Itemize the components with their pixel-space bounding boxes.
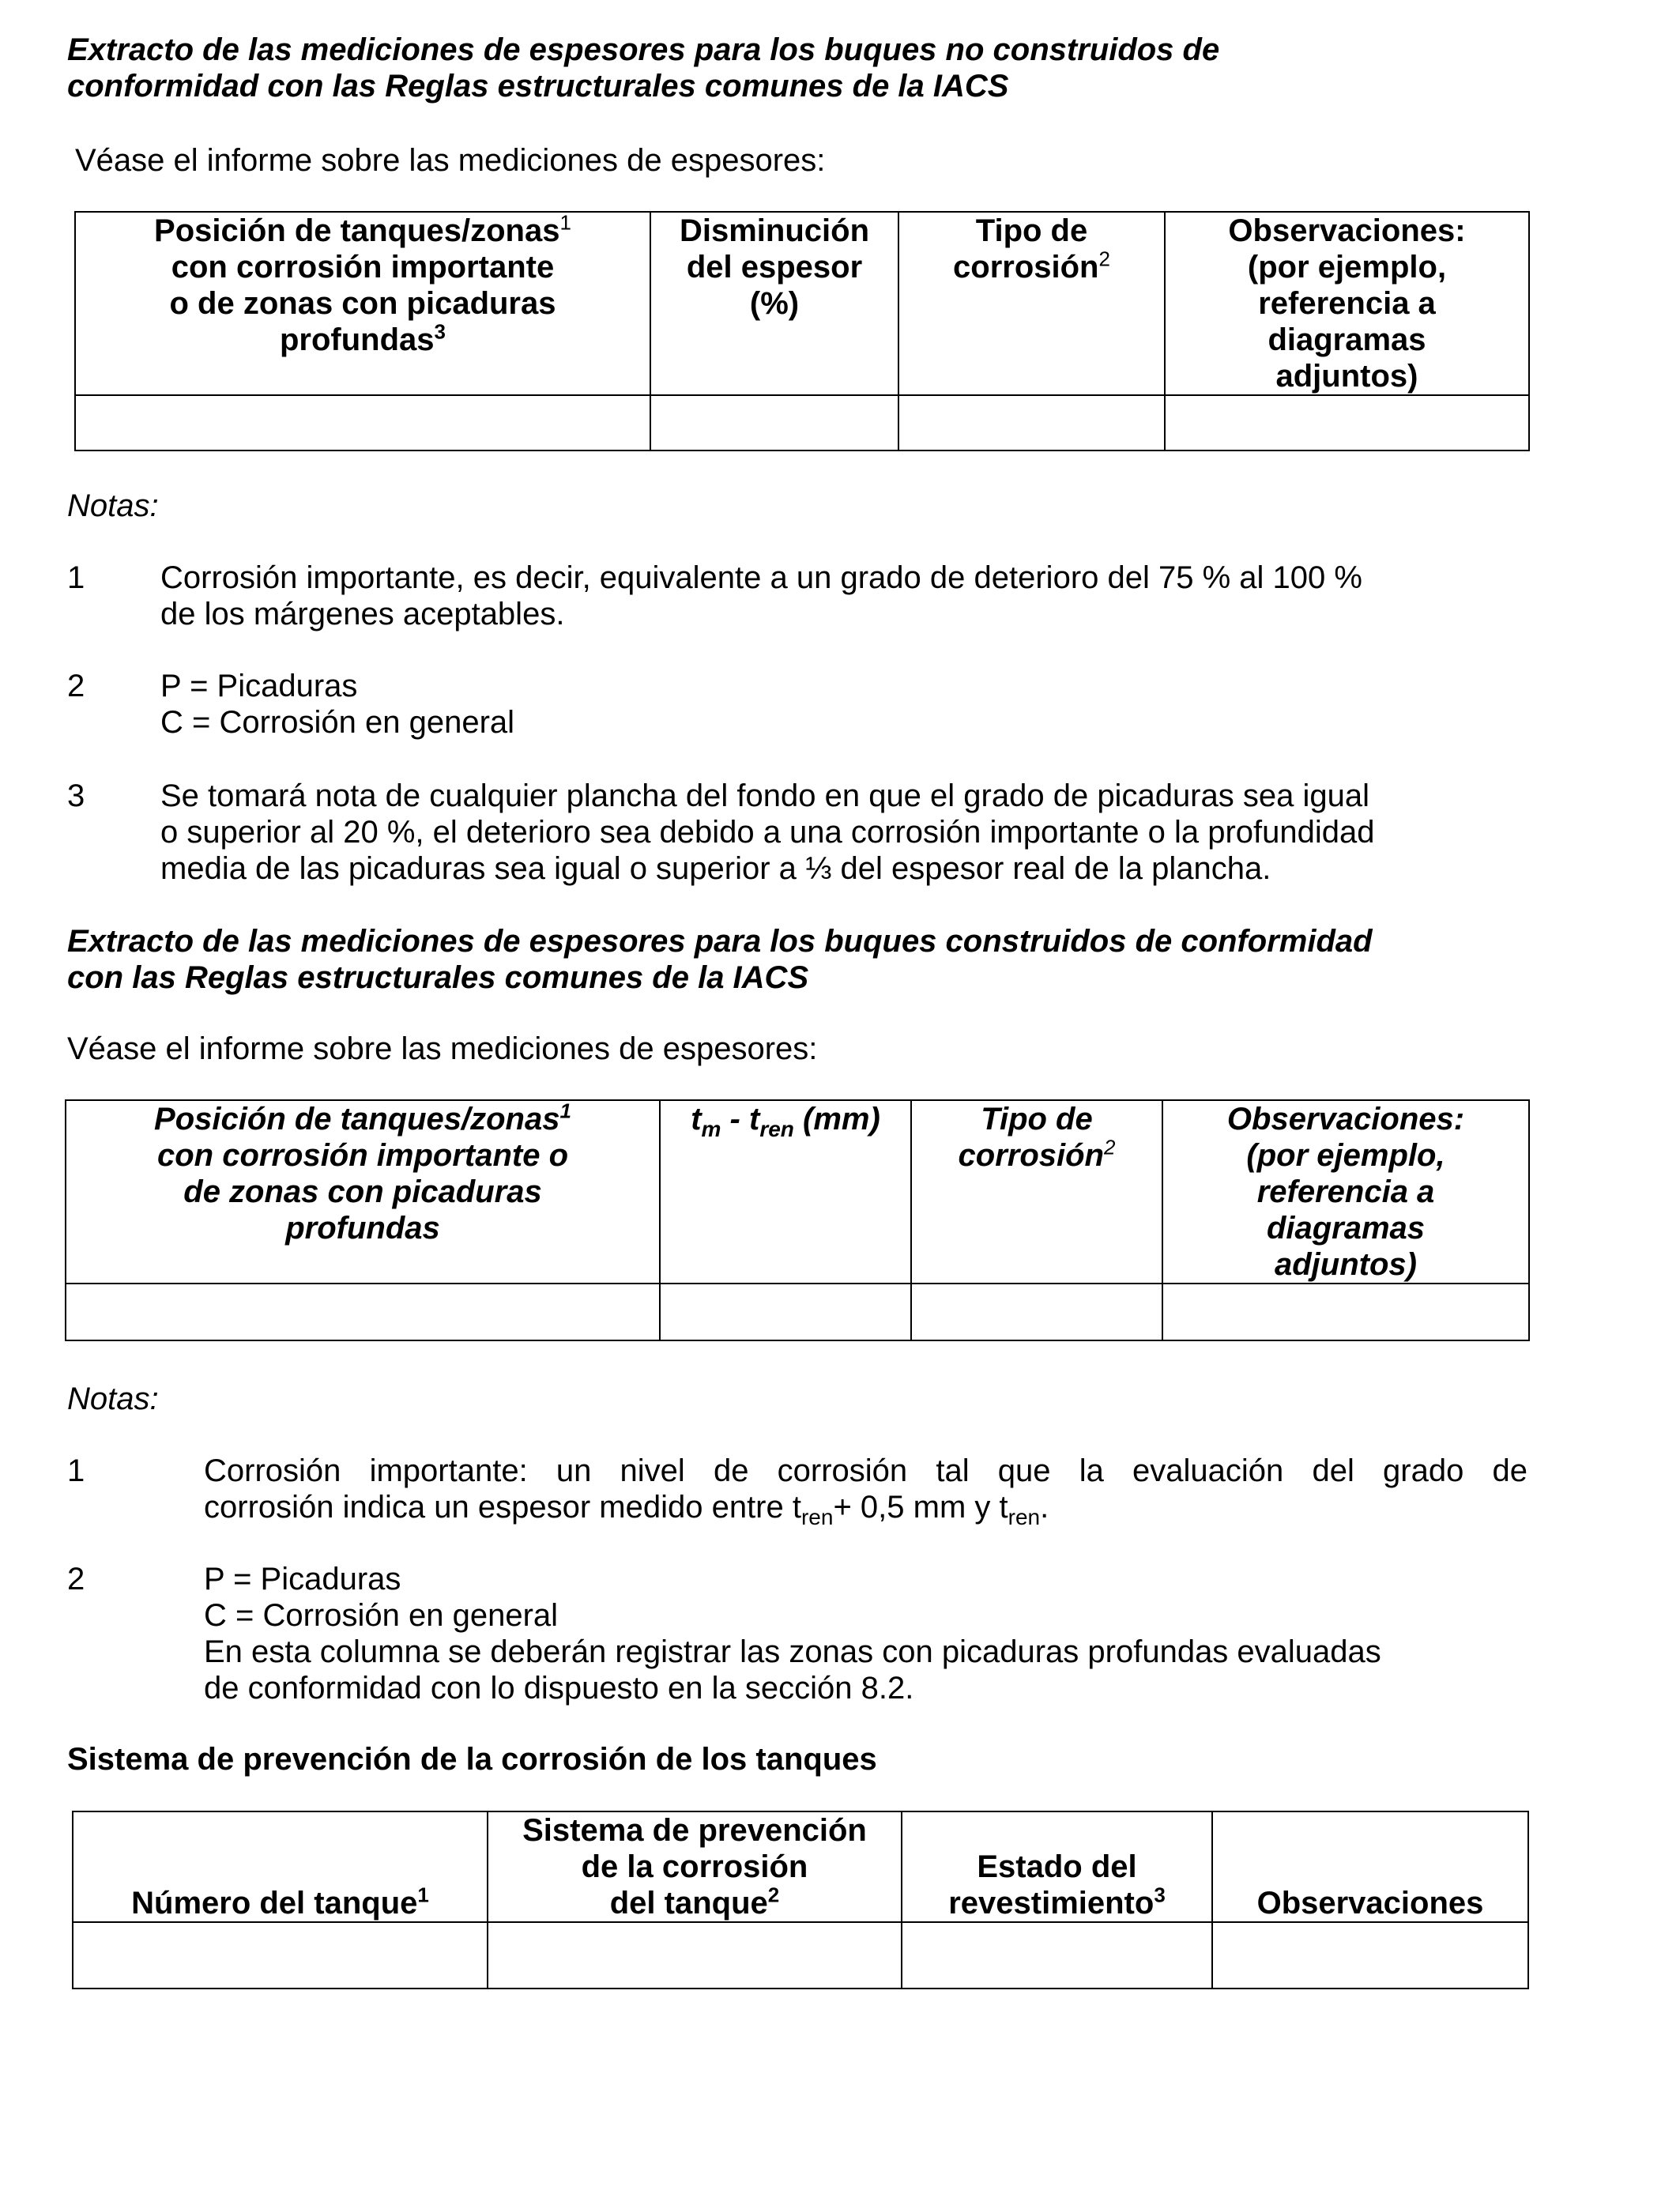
section3-col-tank-number-header: Número del tanque$^1$ <box>73 1811 488 1922</box>
section1-note3-text: Se tomará nota de cualquier plancha del fondo en que el grado de picaduras sea igual o superior al 20 %, el deterioro sea debido a una corrosión importante o la profundidad media de las picaduras sea igual o superior a ⅓ del espesor real de la plancha. <box>160 778 1375 886</box>
section1-table-header-row <box>75 212 1529 395</box>
table-cell[interactable] <box>66 1284 660 1340</box>
section1-title-line2: conformidad con las Reglas estructurales comunes de la IACS <box>67 69 1009 104</box>
section1-table-empty-row <box>75 395 1529 450</box>
section2-intro: Véase el informe sobre las mediciones de espesores: <box>67 1031 818 1066</box>
section1-notes-label: Notas: <box>67 488 159 523</box>
section1-intro: Véase el informe sobre las mediciones de espesores: <box>75 143 826 178</box>
section1-note1-text: Corrosión importante, es decir, equivalente a un grado de deterioro del 75 % al 100 % de los márgenes aceptables. <box>160 560 1362 631</box>
section1-title <box>67 32 1529 104</box>
section3-col-remarks-header: Observaciones <box>1212 1811 1528 1922</box>
table-cell[interactable] <box>1162 1284 1529 1340</box>
section2-col-remarks-header: Observaciones: (por ejemplo, referencia a diagramas adjuntos) <box>1162 1100 1529 1284</box>
section2-col-position-header: Posición de tanques/zonas$^1$ con corrosión importante o de zonas con picaduras profundas <box>66 1100 660 1284</box>
section3-table-header-row <box>73 1811 1528 1922</box>
table-cell[interactable] <box>650 395 898 450</box>
section2-title-line1: Extracto de las mediciones de espesores para los buques construidos de conformidad <box>67 924 1373 959</box>
section1-note1-number: 1 <box>67 560 85 595</box>
section1-note2-text: P = Picaduras C = Corrosión en general <box>160 669 515 740</box>
section2-note2-number: 2 <box>67 1562 85 1596</box>
section2-note1-number: 1 <box>67 1453 85 1488</box>
table-cell[interactable] <box>1212 1922 1528 1989</box>
section2-title <box>67 923 1537 996</box>
section3-table <box>72 1811 1529 1989</box>
section2-note1-text: Corrosión importante: un nivel de corrosión tal que la evaluación del grado de corrosión indica un espesor medido entre $t_{ren}+ 0,5$ mm y $t_{ren}$. <box>204 1453 1527 1529</box>
table-cell[interactable] <box>75 395 650 450</box>
section1-note2-number: 2 <box>67 669 85 703</box>
section2-col-tm-tren-header: $t_m - t_{ren}$ (mm) <box>660 1100 911 1284</box>
section1-col-position-header: Posición de tanques/zonas$^1$ con corrosión importante o de zonas con picaduras profundas$^3$ <box>75 212 650 395</box>
section1-col-reduction-header: Disminución del espesor (%) <box>650 212 898 395</box>
section2-notes-label: Notas: <box>67 1382 159 1416</box>
section1-title-line1: Extracto de las mediciones de espesores para los buques no construidos de <box>67 32 1220 67</box>
section2-title-line2: con las Reglas estructurales comunes de la IACS <box>67 960 809 995</box>
table-cell[interactable] <box>898 395 1165 450</box>
table-cell[interactable] <box>1165 395 1529 450</box>
section2-table-empty-row <box>66 1284 1529 1340</box>
table-cell[interactable] <box>902 1922 1212 1989</box>
section3-title: Sistema de prevención de la corrosión de los tanques <box>67 1742 877 1777</box>
table-cell[interactable] <box>488 1922 902 1989</box>
section2-note2-text: P = Picaduras C = Corrosión en general En esta columna se deberán registrar las zonas con picaduras profundas evaluadas de conformidad con lo dispuesto en la sección 8.2. <box>204 1562 1381 1706</box>
section3-table-empty-row <box>73 1922 1528 1989</box>
section2-table <box>65 1099 1530 1341</box>
section1-table <box>74 211 1530 451</box>
section2-col-corrosion-type-header: Tipo de corrosión$^2$ <box>911 1100 1162 1284</box>
section1-col-remarks-header: Observaciones: (por ejemplo, referencia a diagramas adjuntos) <box>1165 212 1529 395</box>
section3-col-coating-state-header: Estado del revestimiento$^3$ <box>902 1811 1212 1922</box>
section2-table-header-row <box>66 1100 1529 1284</box>
table-cell[interactable] <box>660 1284 911 1340</box>
section3-col-prevention-system-header: Sistema de prevención de la corrosión del tanque$^2$ <box>488 1811 902 1922</box>
table-cell[interactable] <box>73 1922 488 1989</box>
section1-col-corrosion-type-header: Tipo de corrosión$^2$ <box>898 212 1165 395</box>
table-cell[interactable] <box>911 1284 1162 1340</box>
section1-note3-number: 3 <box>67 778 85 813</box>
